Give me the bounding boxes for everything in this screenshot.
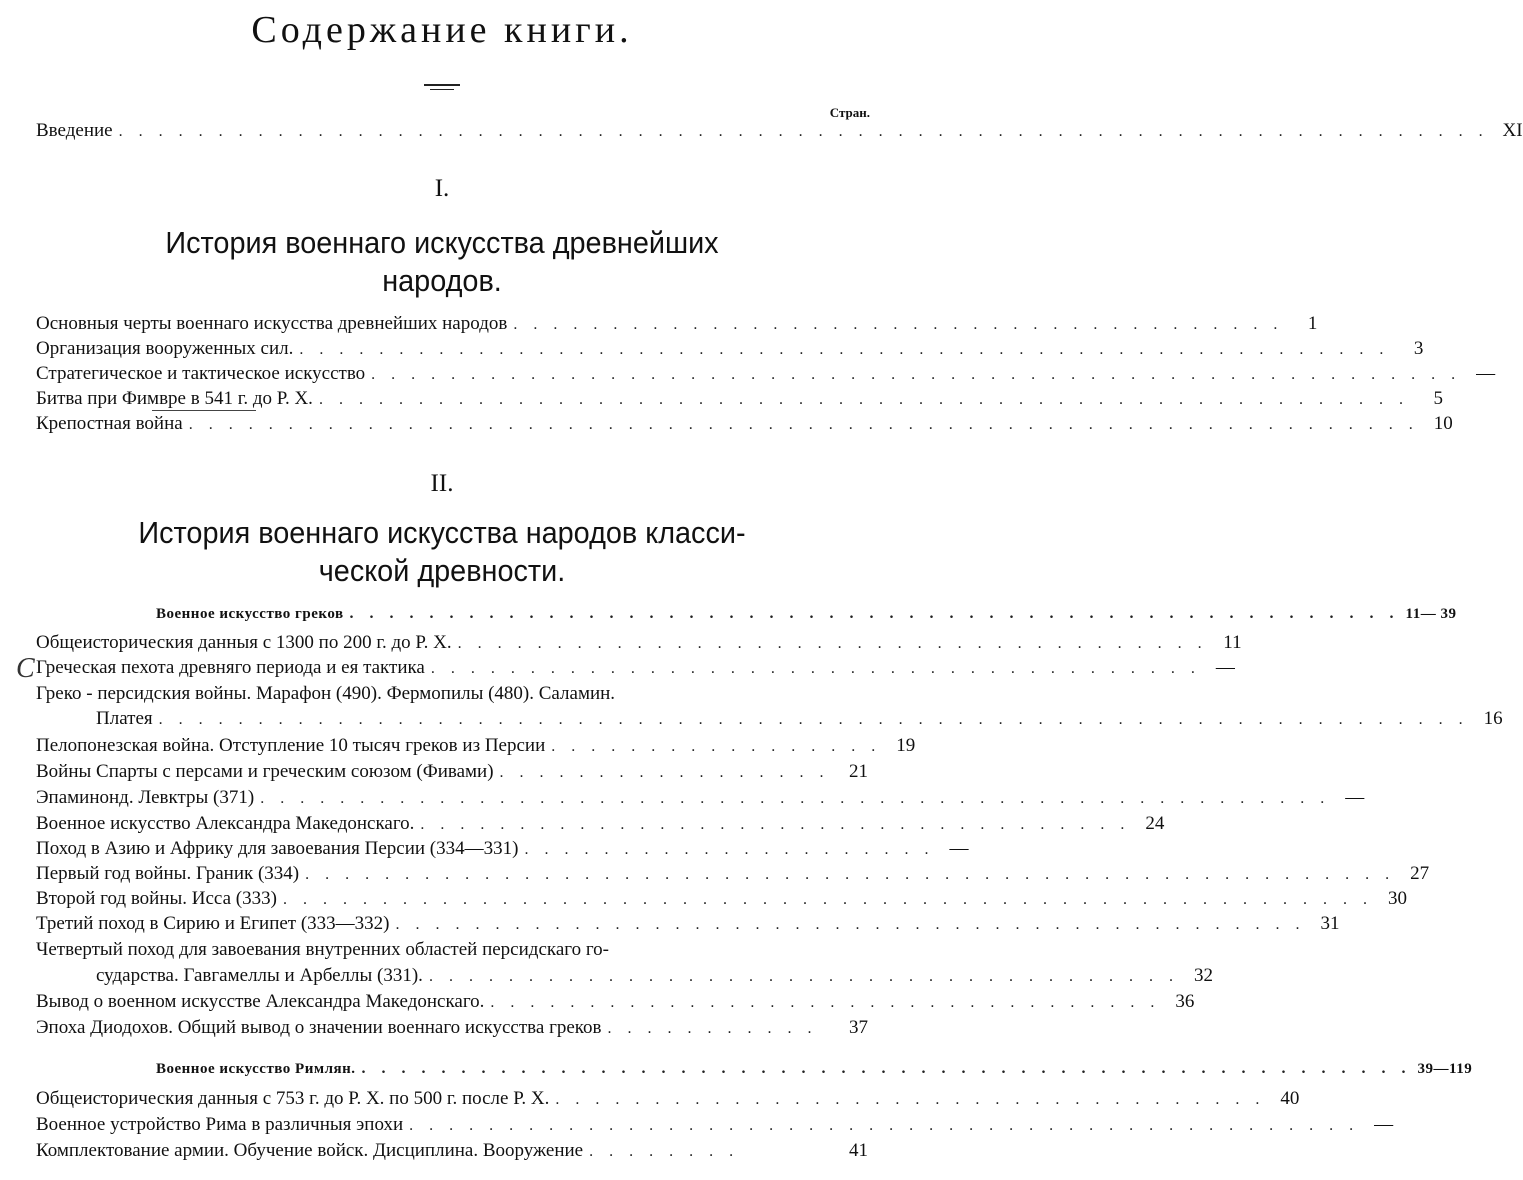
toc-entry[interactable]: [36, 338, 1424, 361]
leader-dots: . . . . . . . . . . . . . . . . . . . . . . . . . . . . . . . . . . . . . . . . . . . . . .: [395, 916, 1306, 933]
entry-text: Военное искусство греков: [156, 606, 344, 622]
entry-text: Общеисторическия данныя с 1300 по 200 г. до Р. Х.: [36, 632, 452, 653]
toc-section-romans[interactable]: [156, 1058, 1473, 1080]
leader-dots: . . . . . . . . . . . . . . . . . . . . . . . . . . . . . . . . . . . . . . . . . . . . . . . . . . . . . . .: [318, 391, 1409, 408]
pencil-margin-mark: C: [16, 653, 35, 684]
entry-text: Поход в Азию и Африку для завоевания Персии (334—331): [36, 838, 519, 859]
toc-entry-continuation[interactable]: [96, 965, 1213, 988]
toc-entry[interactable]: [36, 939, 868, 961]
toc-entry[interactable]: [36, 761, 868, 784]
entry-text: Стратегическое и тактическое искусство: [36, 363, 366, 384]
entry-page: 41: [849, 1140, 868, 1161]
toc-entry[interactable]: [36, 735, 916, 758]
entry-text: Комплектование армии. Обучение войск. Дисциплина. Вооружение: [36, 1140, 584, 1161]
toc-entry[interactable]: [36, 787, 1365, 810]
toc-entry[interactable]: [36, 838, 969, 861]
toc-entry[interactable]: [36, 813, 1165, 836]
entry-page: 3: [1413, 338, 1424, 359]
leader-dots: . . . . . . . . . . . . . . . . . . . . . . . . . . . . . . . . . .: [490, 994, 1161, 1011]
toc-entry[interactable]: [36, 632, 1242, 655]
entry-text: Третий поход в Сирию и Египет (333—332): [36, 913, 390, 934]
toc-entry-intro[interactable]: [36, 120, 1523, 143]
part-heading-2-line1: История военнаго искусства народов класси-: [138, 515, 746, 550]
entry-text: Четвертый поход для завоевания внутренних областей персидскаго го-: [36, 939, 609, 960]
entry-page: —: [1345, 787, 1365, 808]
entry-page: —: [949, 838, 969, 859]
leader-dots: . . . . . . . . . . . . . . . . . . . . . . . . . . . . . . . . . . . . . . . . . . . . . . . .: [409, 1117, 1360, 1134]
toc-entry[interactable]: [36, 1017, 868, 1040]
toc-entry[interactable]: [36, 863, 1430, 886]
entry-text: Эпоха Диодохов. Общий вывод о значении военнаго искусства греков: [36, 1017, 602, 1038]
entry-text: Битва при Фимвре в 541 г. до Р. Х.: [36, 388, 313, 409]
entry-text: Первый год войны. Граник (334): [36, 863, 300, 884]
leader-dots: . . . . . . . . . . . . . . . . . . . . . . . . . . . . . . . . . . . . . . . . . . . . . . . . . . . . . . .: [282, 891, 1373, 908]
toc-entry[interactable]: [36, 313, 1318, 336]
leader-dots: . . . . . . . . . . . . . . . . . . . . . . . . . . . . . . . . . . . . . . . . . . . . . . . . . . . . .: [349, 605, 1400, 622]
entry-text: Введение: [36, 120, 113, 141]
entry-page: —: [1374, 1114, 1394, 1135]
toc-entry[interactable]: [36, 1088, 1300, 1111]
entry-page: 19: [896, 735, 916, 756]
leader-dots: . . . . . . . . . . . . . . . . .: [551, 738, 882, 755]
part-heading-2-line2: ческой древности.: [318, 553, 566, 588]
toc-entry[interactable]: [36, 888, 1407, 911]
entry-page: 11: [1223, 632, 1242, 653]
entry-text: Военное искусство Римлян.: [156, 1061, 356, 1077]
entry-page: 1: [1307, 313, 1318, 334]
entry-page: 30: [1387, 888, 1407, 909]
entry-page: 5: [1433, 388, 1443, 409]
pencil-underline: [152, 406, 256, 411]
entry-page: 21: [849, 761, 868, 782]
leader-dots: . . . . . . . . . . . . . . . . . . . . . . . . . . . . . . . . . . . . . . .: [513, 316, 1284, 333]
entry-page: 37: [849, 1017, 868, 1038]
entry-text: Пелопонезская война. Отступление 10 тысяч греков из Персии: [36, 735, 546, 756]
entry-page: 39—119: [1417, 1061, 1473, 1077]
entry-page: 27: [1410, 863, 1430, 884]
entry-text: Основныя черты военнаго искусства древнейших народов: [36, 313, 508, 334]
leader-dots: . . . . . . . .: [589, 1143, 740, 1160]
page-column-label: Стран.: [829, 105, 870, 120]
toc-entry[interactable]: [36, 363, 1496, 386]
toc-entry[interactable]: [36, 991, 1195, 1014]
entry-page: 31: [1320, 913, 1340, 934]
part-heading-1-line1: История военнаго искусства древнейших: [165, 225, 719, 260]
entry-page: 16: [1483, 708, 1503, 729]
toc-entry[interactable]: [36, 657, 1235, 680]
toc-entry[interactable]: [36, 683, 868, 705]
entry-page: 40: [1280, 1088, 1300, 1109]
entry-text: Крепостная война: [36, 413, 183, 434]
part-numeral-1: I.: [434, 175, 450, 202]
leader-dots: . . . . . . . . . . . . . . . . . . . . . . . . . . . . . . . . . . . . . . . . . . . . . . . . . . . . . . .: [299, 341, 1390, 358]
entry-page: —: [1215, 657, 1235, 678]
entry-page: 24: [1145, 813, 1165, 834]
entry-page: 36: [1175, 991, 1195, 1012]
part-heading-1-line2: народов.: [382, 263, 502, 298]
entry-text: сударства. Гавгамеллы и Арбеллы (331).: [96, 965, 423, 986]
toc-entry[interactable]: [36, 1140, 868, 1163]
entry-page: XI: [1502, 120, 1523, 141]
entry-text: Эпаминонд. Левктры (371): [36, 787, 255, 808]
entry-text: Общеисторическия данныя с 753 г. до Р. Х. по 500 г. после Р. Х.: [36, 1088, 550, 1109]
entry-text: Войны Спарты с персами и греческим союзом (Фивами): [36, 761, 494, 782]
leader-dots: . . . . . . . . . . . . . . . . . . . . . . . . . . . . . . . . . . . . . . . . . . . . . . . . . . . . . . . . . . . . . . . . . . . . .: [118, 123, 1489, 140]
leader-dots: . . . . . . . . . . . . . . . . . . . . . . . . . . . . . . . . . . . . . . . . . . . . . . . . . . . . . . .: [371, 366, 1462, 383]
title-ornament-rule: [424, 84, 460, 86]
entry-text: Греческая пехота древняго периода и ея тактика: [36, 657, 425, 678]
leader-dots: . . . . . . . . . . . . . . . . . . . . .: [524, 841, 935, 858]
leader-dots: . . . . . . . . . . . . . . . . . . . . . . . . . . . . . . . . . . . . . . . . . . . . . . . . . . . . . .: [260, 790, 1331, 807]
page-title: Содержание книги.: [251, 9, 633, 51]
leader-dots: . . . . . . . . . . . . . . . . . . . . . . . . . . . . . . . . . . . .: [420, 816, 1131, 833]
leader-dots: . . . . . . . . . . .: [607, 1020, 818, 1037]
toc-entry-continuation[interactable]: [96, 708, 1503, 731]
toc-entry[interactable]: [36, 1114, 1394, 1137]
entry-text: Вывод о военном искусстве Александра Македонскаго.: [36, 991, 485, 1012]
leader-dots: . . . . . . . . . . . . . . . . . . . . . . . . . . . . . . . . . . . . . . . . . . . . . . . . . . . . . . . . . . . . . . . . . .: [158, 711, 1469, 728]
leader-dots: . . . . . . . . . . . . . . . . . . . . . . . . . . . . . . . . . . . . . . .: [430, 660, 1201, 677]
entry-text: Греко - персидския войны. Марафон (490). Фермопилы (480). Саламин.: [36, 683, 616, 704]
entry-page: 10: [1433, 413, 1453, 434]
part-numeral-2: II.: [430, 470, 454, 497]
entry-text: Второй год войны. Исса (333): [36, 888, 277, 909]
toc-entry[interactable]: [36, 413, 1453, 436]
leader-dots: . . . . . . . . . . . . . . . . . . . . . . . . . . . . . . . . . . . . . .: [428, 968, 1179, 985]
leader-dots: . . . . . . . . . . . . . . . . . . . . . . . . . . . . . . . . . . . . . . . . . . . . . . . . . . . . .: [361, 1060, 1412, 1077]
leader-dots: . . . . . . . . . . . . . . . . .: [499, 764, 830, 781]
leader-dots: . . . . . . . . . . . . . . . . . . . . . . . . . . . . . . . . . . . .: [555, 1091, 1266, 1108]
entry-page: 32: [1193, 965, 1213, 986]
leader-dots: . . . . . . . . . . . . . . . . . . . . . . . . . . . . . . . . . . . . . .: [457, 635, 1208, 652]
entry-text: Военное искусство Александра Македонскаго.: [36, 813, 415, 834]
entry-text: Организация вооруженных сил.: [36, 338, 294, 359]
leader-dots: . . . . . . . . . . . . . . . . . . . . . . . . . . . . . . . . . . . . . . . . . . . . . . . . . . . . . . .: [305, 866, 1396, 883]
entry-page: —: [1476, 363, 1496, 384]
toc-entry[interactable]: [36, 913, 1340, 936]
entry-page: 11— 39: [1405, 606, 1457, 622]
entry-text: Платея: [96, 708, 153, 729]
title-ornament-rule-short: [430, 89, 454, 90]
toc-section-greeks[interactable]: [156, 603, 1457, 625]
entry-text: Военное устройство Рима в различныя эпохи: [36, 1114, 404, 1135]
leader-dots: . . . . . . . . . . . . . . . . . . . . . . . . . . . . . . . . . . . . . . . . . . . . . . . . . . . . . . . . . . . . . .: [188, 416, 1419, 433]
